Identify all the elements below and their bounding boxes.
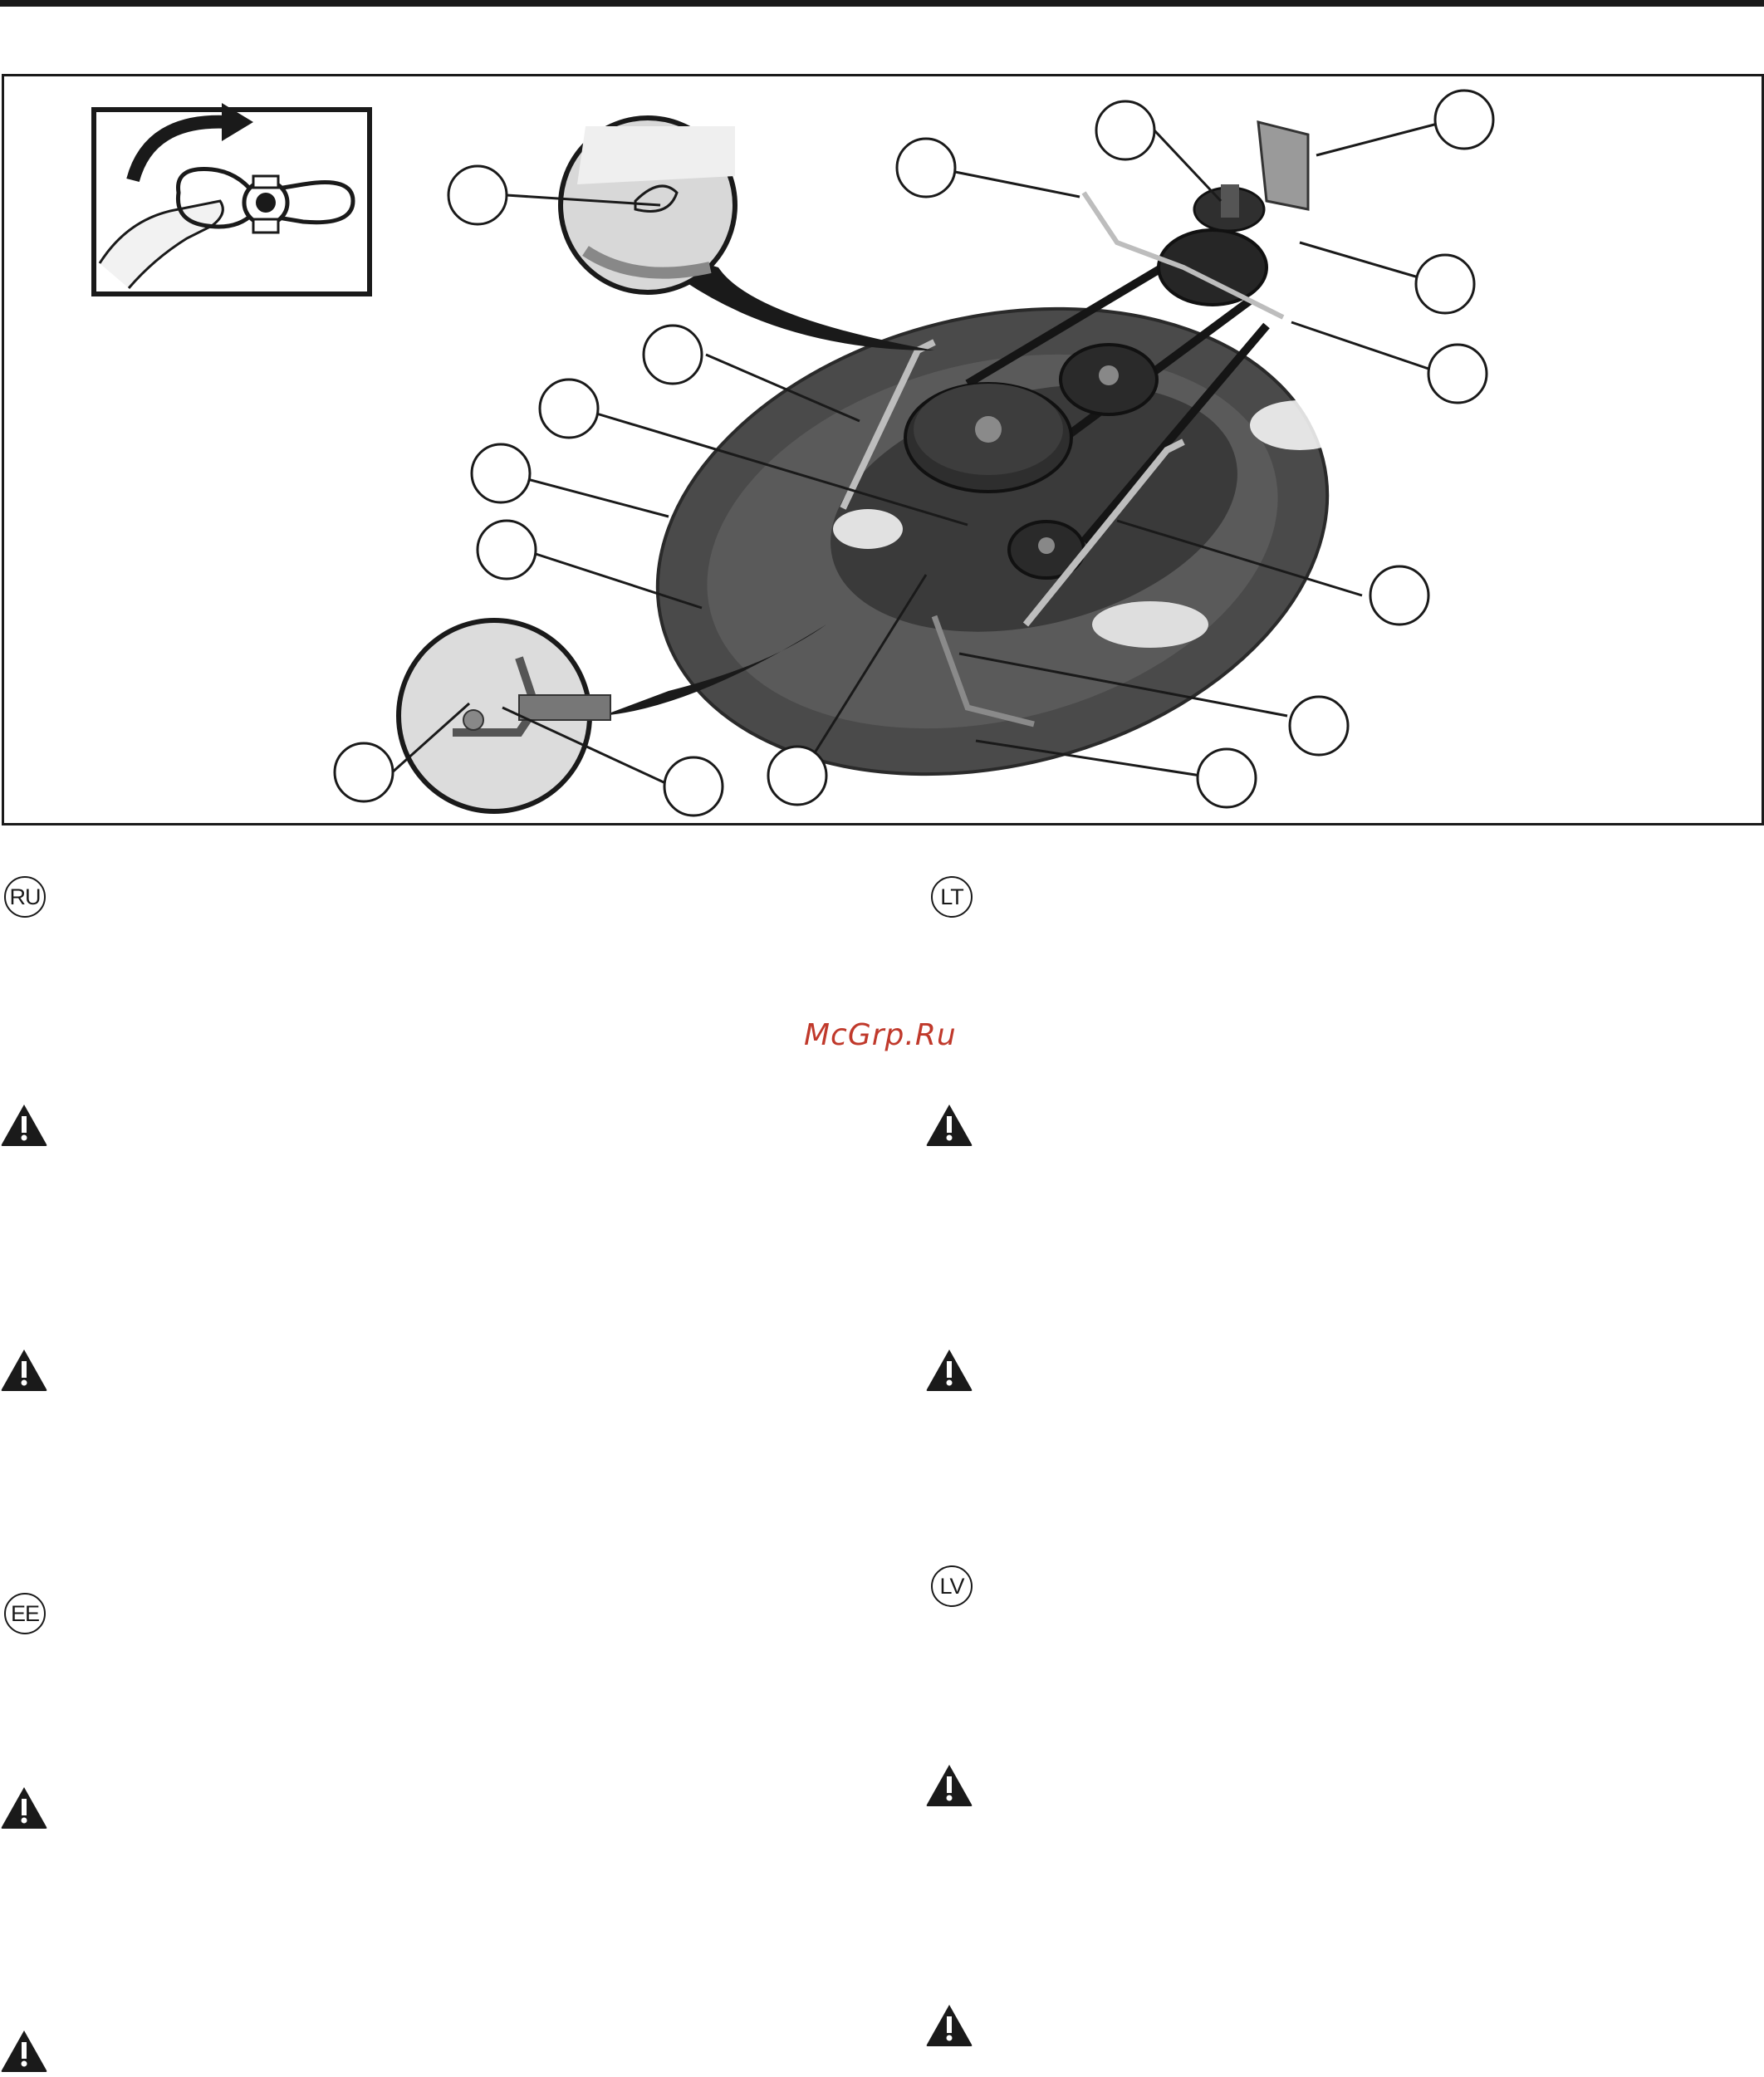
language-badge-ru: RU <box>4 876 46 918</box>
mower-deck-figure <box>2 74 1764 825</box>
warning-triangle-icon <box>0 1348 48 1393</box>
top-rule <box>0 0 1764 7</box>
language-badge-lv: LV <box>931 1565 973 1607</box>
hairpin-inset <box>94 103 370 294</box>
mower-deck-illustration <box>4 76 1762 823</box>
warning-triangle-icon <box>925 1103 973 1148</box>
warning-triangle-icon <box>0 2029 48 2074</box>
warning-triangle-icon <box>925 2003 973 2048</box>
warning-triangle-icon <box>0 1103 48 1148</box>
warning-triangle-icon <box>925 1763 973 1808</box>
warning-triangle-icon <box>0 1786 48 1830</box>
language-badge-lt: LT <box>931 876 973 918</box>
watermark: McGrp.Ru <box>804 1018 957 1052</box>
upper-detail-magnifier <box>561 118 934 350</box>
warning-triangle-icon <box>925 1348 973 1393</box>
language-badge-ee: EE <box>4 1593 46 1634</box>
